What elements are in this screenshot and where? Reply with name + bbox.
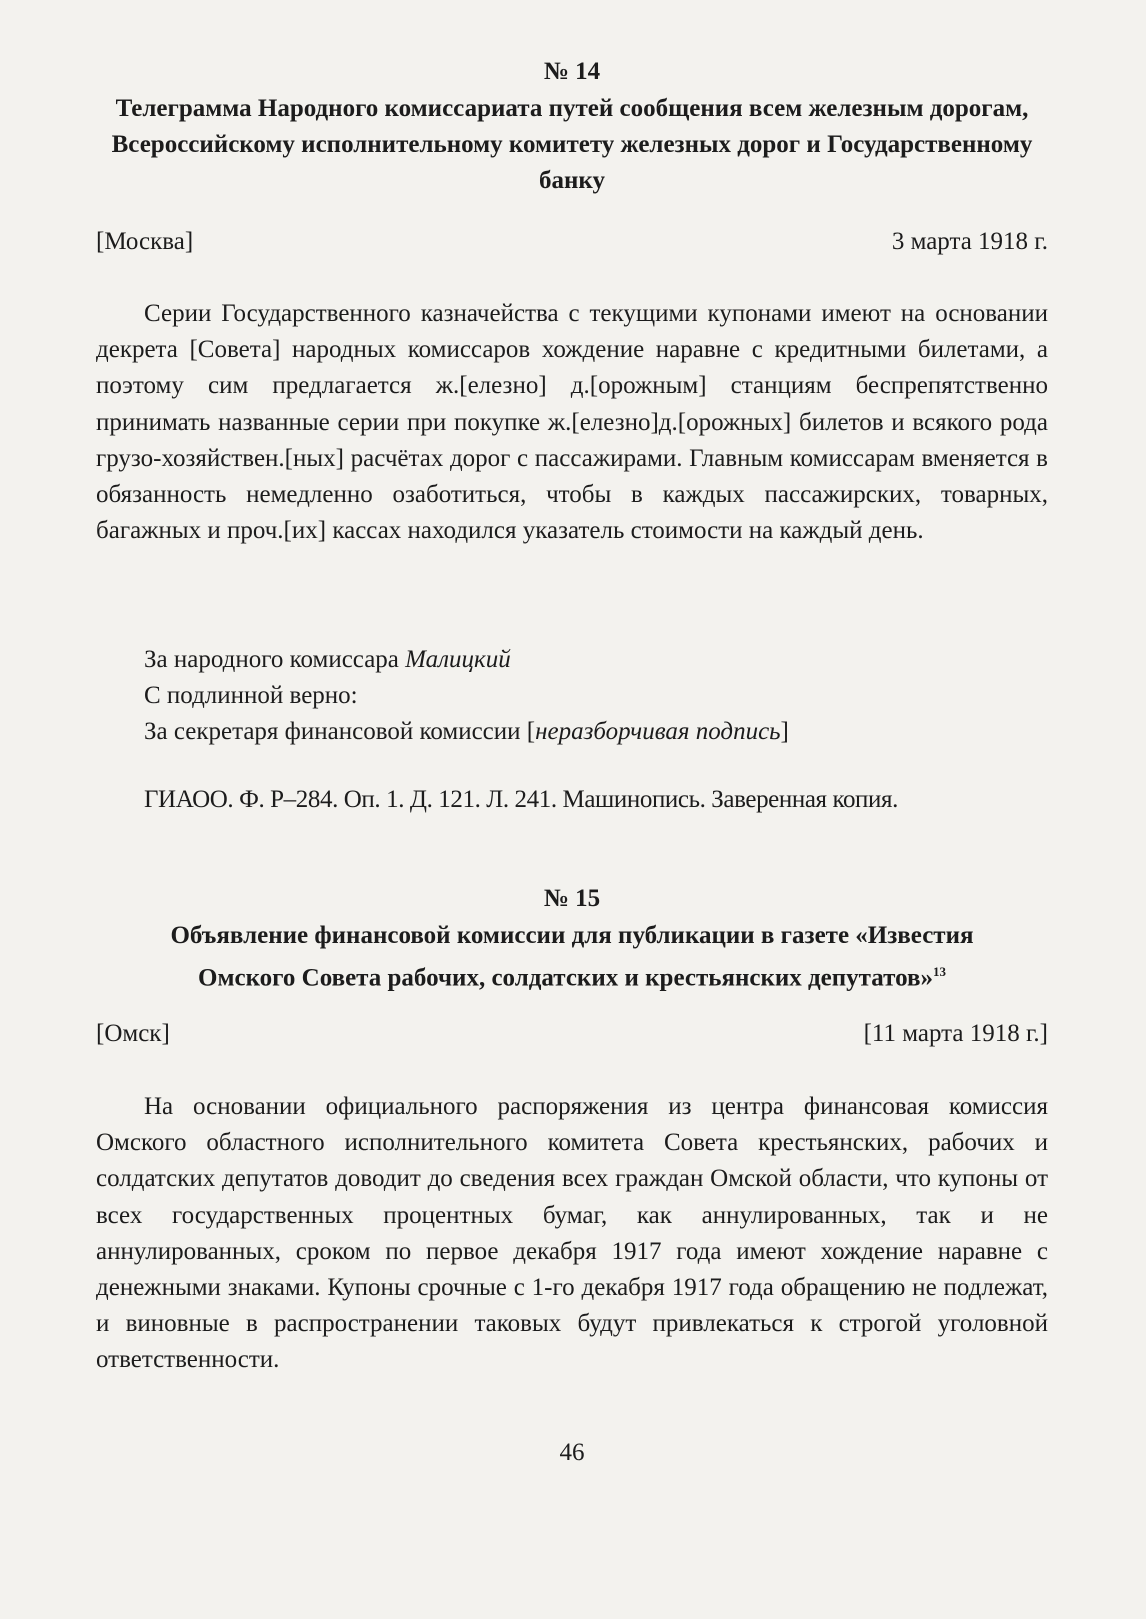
signature-bracket: ] (780, 718, 789, 745)
doc15-title-line2-wrap (96, 954, 1048, 996)
doc14-title: Телеграмма Народного комиссариата путей сообщения всем железным дорогам, Всероссийскому исполнительному комитету железных дорог и Государственному банку (111, 95, 1033, 194)
doc15-place-date (96, 1020, 1048, 1048)
doc15-body: На основании официального распоряжения из центра финансовая комиссия Омского областного исполнительного комитета Совета крестьянских, рабочих и солдатских депутатов доводит до сведения всех граждан Омской области, что купоны от всех государственных процентных бумаг, как аннулированных, так и не аннулированных, сроком по первое декабря 1917 года имеют хождение наравне с денежными знаками. Купоны срочные с 1-го декабря 1917 года обращению не подлежат, и виновные в распространении таковых будут привлекаться к строгой уголовной ответственности. (96, 1093, 1048, 1374)
signature-note: неразборчивая подпись (535, 718, 781, 745)
doc15-title (96, 918, 1048, 996)
doc15-title-line2: Омского Совета рабочих, солдатских и крестьянских депутатов» (198, 964, 933, 992)
doc15-place: [Омск] (96, 1020, 170, 1047)
doc14-certified: С подлинной верно: (144, 682, 358, 709)
doc14-archive-reference: ГИАОО. Ф. Р–284. Оп. 1. Д. 121. Л. 241. Машинопись. Заверенная копия. (144, 786, 898, 813)
doc15-date: [11 марта 1918 г.] (863, 1020, 1048, 1047)
signature-label: За секретаря финансовой комиссии [ (144, 718, 536, 745)
doc14-signature-secretary (144, 718, 789, 746)
doc15-number: № 15 (543, 885, 601, 912)
doc14-number: № 14 (543, 58, 601, 85)
doc14-place: [Москва] (96, 228, 194, 255)
doc14-body: Серии Государственного казначейства с текущими купонами имеют на основании декрета [Совета] народных комиссаров хождение наравне с кредитными билетами, а поэтому сим предлагается ж.[елезно] д.[орожным] станциям беспрепятственно принимать названные серии при покупке ж.[елезно]д.[орожных] билетов и всякого рода грузо-хозяйствен.[ных] расчётах дорог с пассажирами. Главным комиссарам вменяется в обязанность немедленно озаботиться, чтобы в каждых пассажирских, товарных, багажных и проч.[их] кассах находился указатель стоимости на каждый день. (96, 300, 1048, 545)
doc15-footnote-marker: 13 (932, 964, 946, 979)
doc15-title-line1: Объявление финансовой комиссии для публикации в газете «Известия (170, 922, 974, 949)
signature-label: За народного комиссара (144, 646, 406, 673)
signature-name: Малицкий (405, 646, 511, 673)
page-number: 46 (559, 1439, 585, 1466)
doc14-signature-commissar (144, 646, 511, 674)
doc14-date: 3 марта 1918 г. (891, 228, 1048, 255)
doc14-place-date (96, 228, 1048, 256)
